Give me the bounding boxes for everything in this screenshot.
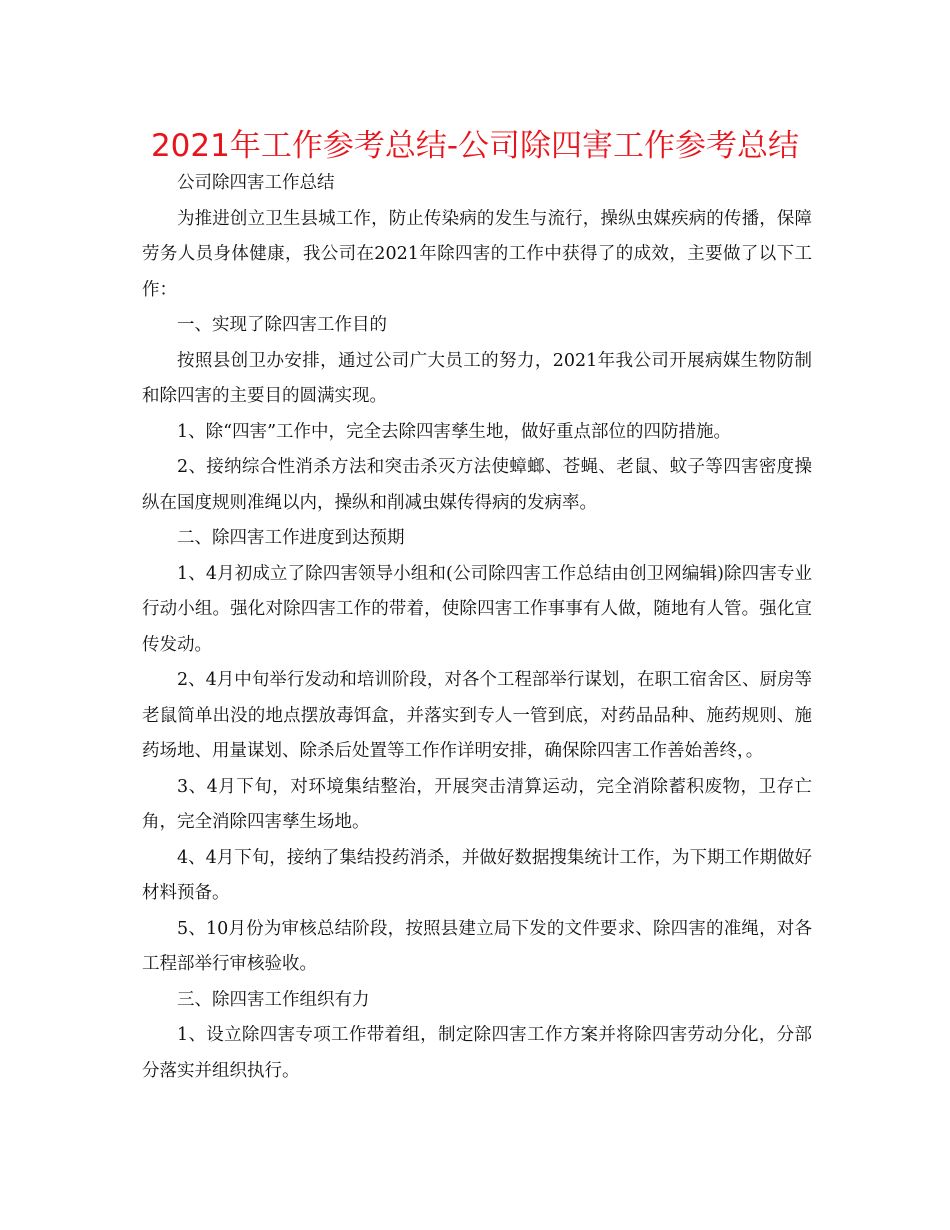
document-body (142, 166, 812, 1089)
section-heading-3: 三、除四害工作组织有力 (177, 989, 370, 1010)
section-heading-1: 一、实现了除四害工作目的 (177, 315, 387, 335)
list-item: 4、4月下旬，接纳了集结投药消杀，并做好数据搜集统计工作，为下期工作期做好材料预备。 (142, 847, 812, 903)
list-item: 1、设立除四害专项工作带着组，制定除四害工作方案并将除四害劳动分化，分部分落实并组织执行。 (142, 1025, 812, 1081)
section-heading-2: 二、除四害工作进度到达预期 (177, 528, 405, 548)
paragraph-subtitle: 公司除四害工作总结 (177, 173, 335, 193)
list-item: 3、4月下旬，对环境集结整治，开展突击清算运动，完全消除蓄积废物，卫存亡角，完全消除四害孳生场地。 (142, 776, 812, 832)
list-item: 2、4月中旬举行发动和培训阶段，对各个工程部举行谋划，在职工宿舍区、厨房等老鼠简单出没的地点摆放毒饵盒，并落实到专人一管到底，对药品品种、施药规则、施药场地、用量谋划、除杀后处置等工作作详明安排，确保除四害工作善始善终，。 (142, 670, 812, 761)
list-item: 1、4月初成立了除四害领导小组和(公司除四害工作总结由创卫网编辑)除四害专业行动小组。强化对除四害工作的带着，使除四害工作事事有人做，随地有人管。强化宣传发动。 (142, 563, 812, 655)
list-item: 1、除“四害”工作中，完全去除四害孳生地，做好重点部位的四防措施。 (177, 421, 732, 442)
paragraph: 按照县创卫办安排，通过公司广大员工的努力，2021年我公司开展病媒生物防制和除四害的主要目的圆满实现。 (142, 350, 812, 406)
list-item: 2、接纳综合性消杀方法和突击杀灭方法使蟑螂、苍蝇、老鼠、蚊子等四害密度操纵在国度规则准绳以内，操纵和削减虫媒传得病的发病率。 (142, 457, 812, 513)
document-title: 2021年工作参考总结-公司除四害工作参考总结 (150, 128, 800, 164)
paragraph-intro: 为推进创立卫生县城工作，防止传染病的发生与流行，操纵虫媒疾病的传播，保障劳务人员身体健康，我公司在2021年除四害的工作中获得了的成效，主要做了以下工作： (142, 208, 812, 300)
list-item: 5、10月份为审核总结阶段，按照县建立局下发的文件要求、除四害的准绳，对各工程部举行审核验收。 (142, 918, 812, 974)
